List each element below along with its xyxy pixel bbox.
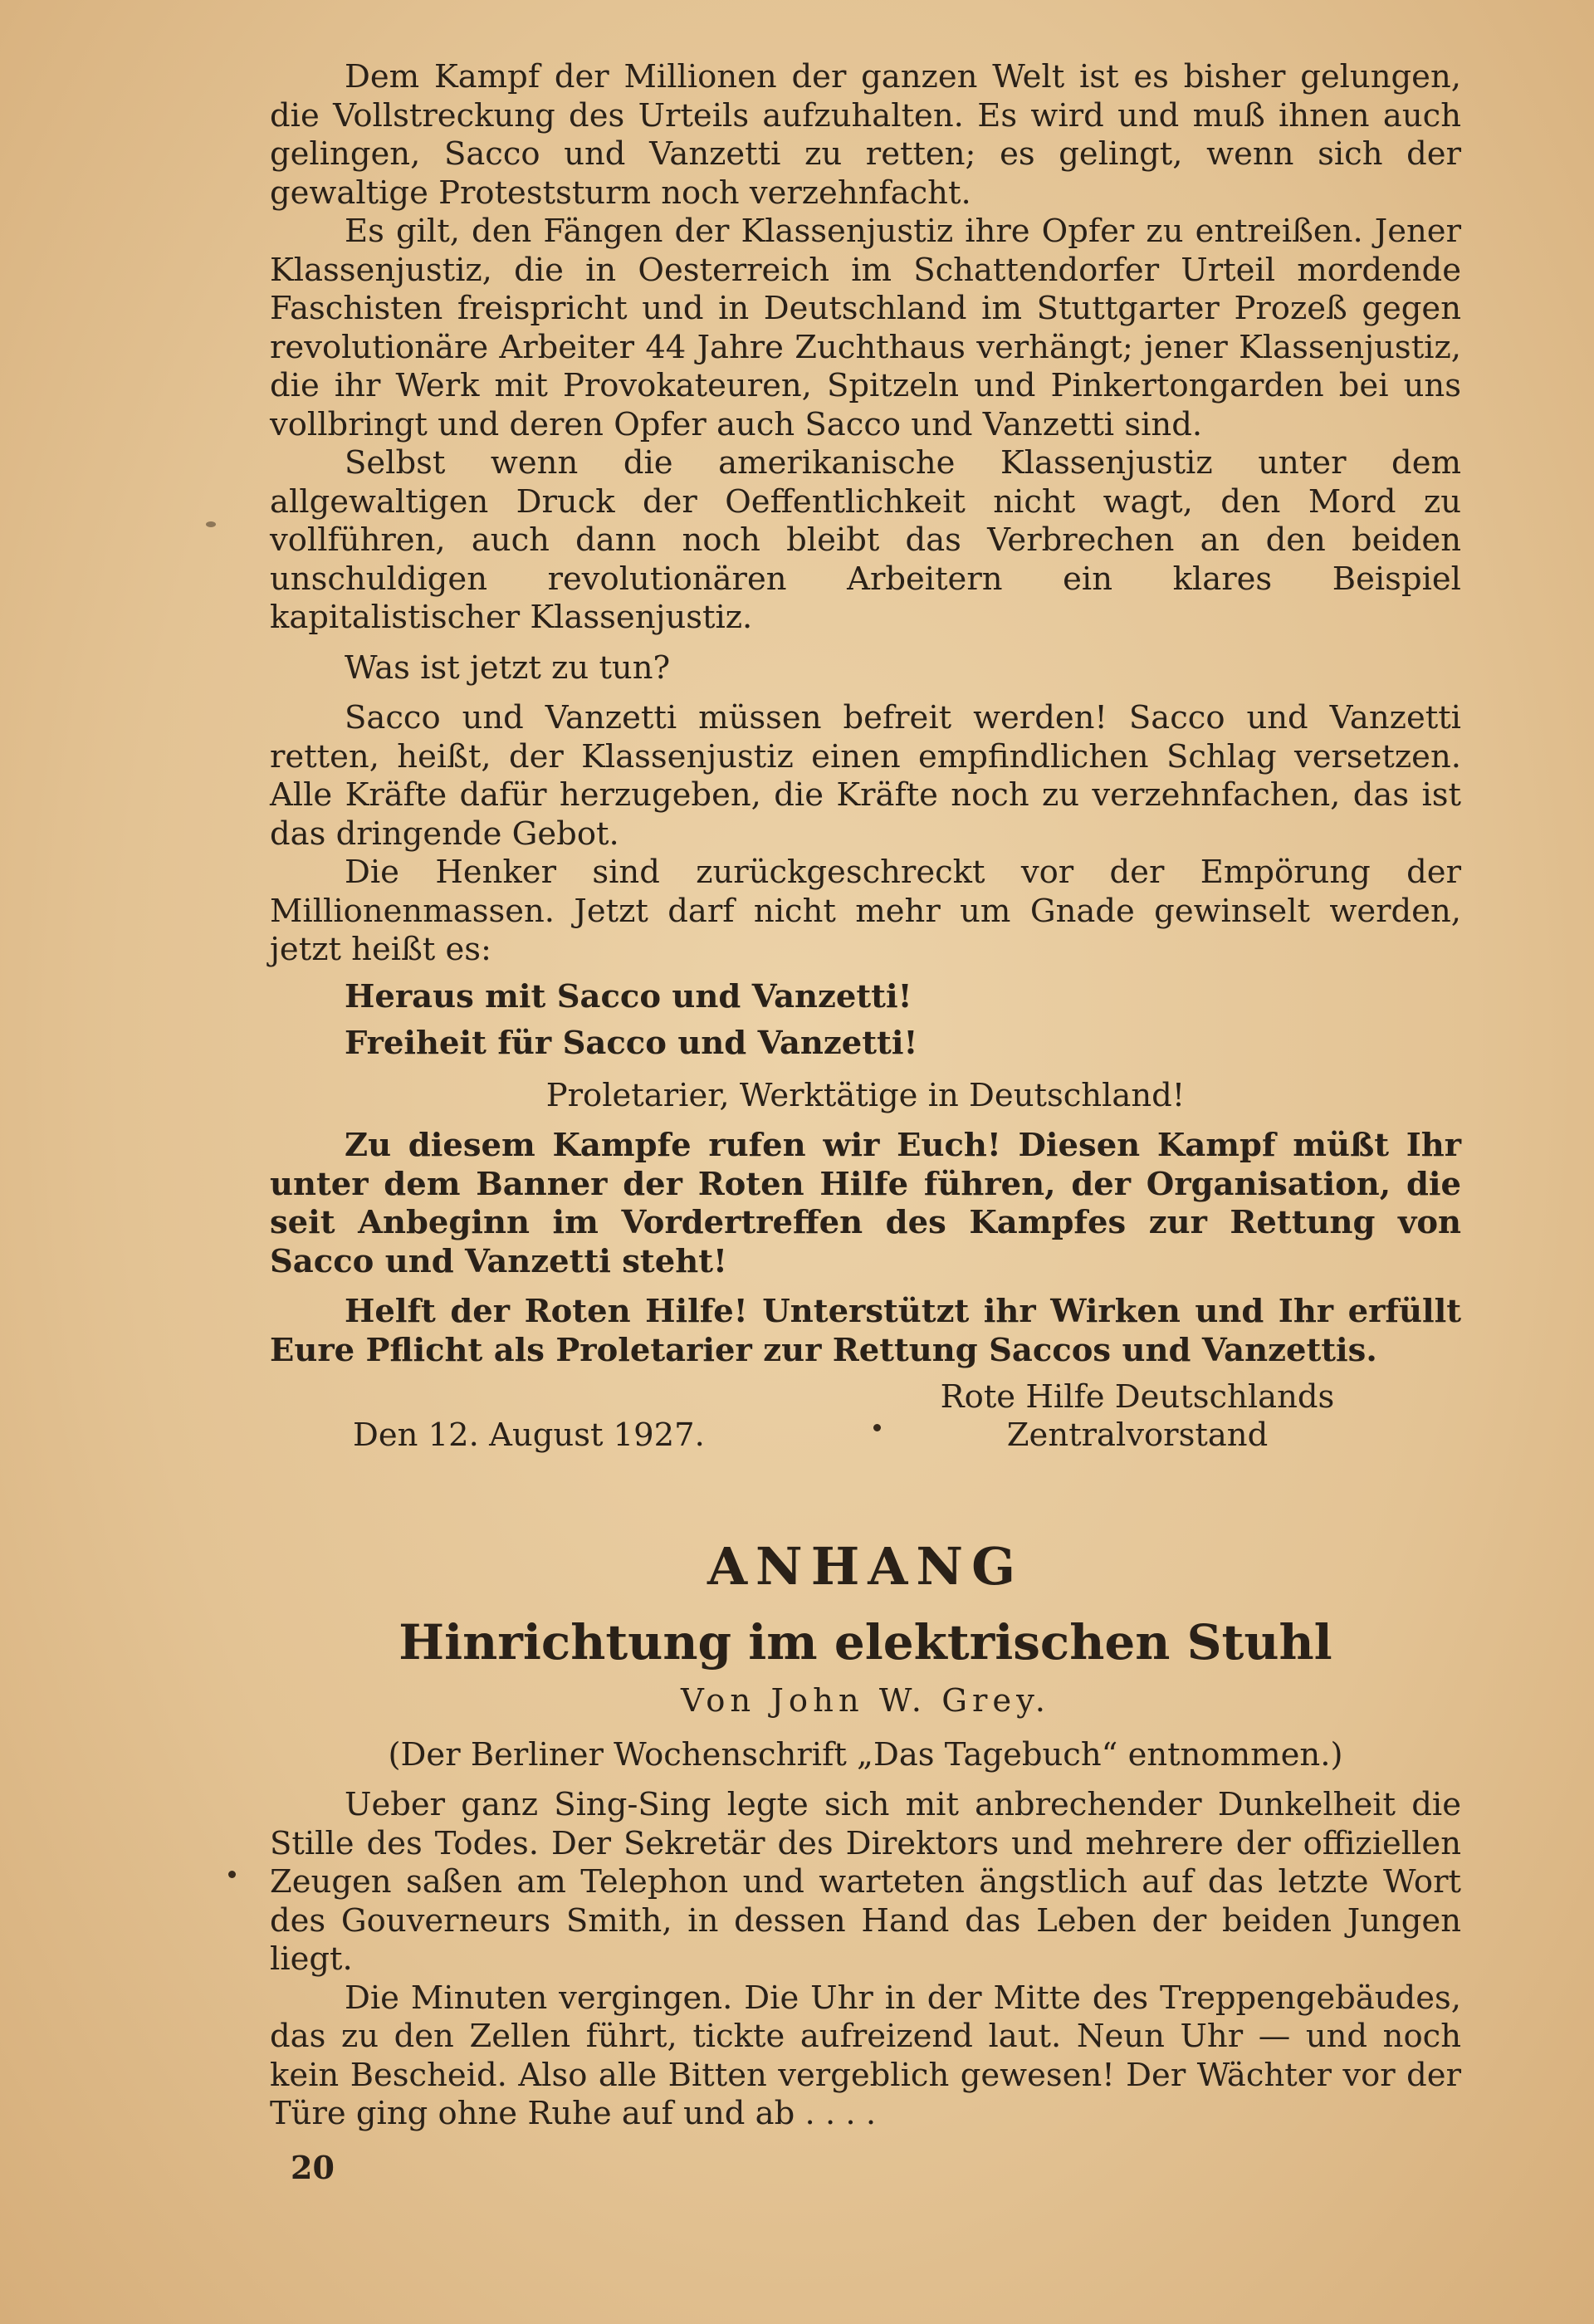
slogan: Heraus mit Sacco und Vanzetti! — [345, 977, 912, 1015]
paragraph: Selbst wenn die amerikanische Klassenjustiz unter dem allgewaltigen Druck der Oeffentlichkeit nicht wagt, den Mord zu vollführen, auch dann noch bleibt das Verbrechen an den beiden unschuldigen revolutionären Arbeitern ein klares Beispiel kapitalistischer Klassenjustiz. — [270, 444, 1461, 636]
appendix-source: (Der Berliner Wochenschrift „Das Tagebuch“ entnommen.) — [388, 1735, 1343, 1774]
paragraph: Die Henker sind zurückgeschreckt vor der Empörung der Millionenmassen. Jetzt darf nicht mehr um Gnade gewinselt werden, jetzt heißt es: — [270, 854, 1461, 968]
call-line: Proletarier, Werktätige in Deutschland! — [545, 1076, 1186, 1114]
paragraph: Es gilt, den Fängen der Klassenjustiz ihre Opfer zu entreißen. Jener Klassenjustiz, die in Oesterreich im Schattendorfer Urteil mordende Faschisten freispricht und in Deutschland im Stuttgarter Prozeß gegen revolutionäre Arbeiter 44 Jahre Zuchthaus verhängt; jener Klassenjustiz, die ihr Werk mit Provokateuren, Spitzeln und Pinkertongarden bei uns vollbringt und deren Opfer auch Sacco und Vanzetti sind. — [270, 213, 1461, 443]
paragraph: Sacco und Vanzetti müssen befreit werden! Sacco und Vanzetti retten, heißt, der Klassenjustiz einen empfindlichen Schlag versetzen. Alle Kräfte dafür herzugeben, die Kräfte noch zu verzehnfachen, das ist das dringende Gebot. — [270, 699, 1461, 853]
appendix-heading: ANHANG — [707, 1536, 1024, 1597]
bold-paragraph: Helft der Roten Hilfe! Unterstützt ihr Wirken und Ihr erfüllt Eure Pflicht als Proletarier zur Rettung Saccos und Vanzettis. — [270, 1293, 1461, 1369]
ink-speck — [873, 1424, 881, 1431]
appendix-paragraph: Ueber ganz Sing-Sing legte sich mit anbrechender Dunkelheit die Stille des Todes. Der Sekretär des Direktors und mehrere der offiziellen Zeugen saßen am Telephon und warteten ängstlich auf das letzte Wort des Gouverneurs Smith, in dessen Hand das Leben der beiden Jungen liegt. — [270, 1786, 1461, 1978]
signature-block — [270, 1378, 1461, 1455]
signature-date: Den 12. August 1927. — [353, 1416, 705, 1454]
appendix-paragraph: Die Minuten vergingen. Die Uhr in der Mitte des Treppengebäudes, das zu den Zellen führt, tickte aufreizend laut. Neun Uhr — und noch kein Bescheid. Also alle Bitten vergeblich gewesen! Der Wächter vor der Türe ging ohne Ruhe auf und ab . . . . — [270, 1979, 1461, 2132]
bold-paragraph: Zu diesem Kampfe rufen wir Euch! Diesen Kampf müßt Ihr unter dem Banner der Roten Hilfe führen, der Organisation, die seit Anbeginn im Vordertreffen des Kampfes zur Rettung von Sacco und Vanzetti steht! — [270, 1127, 1461, 1280]
signature-org-body: Zentralvorstand — [1006, 1416, 1269, 1454]
ink-speck — [206, 521, 216, 527]
paragraph: Dem Kampf der Millionen der ganzen Welt ist es bisher gelungen, die Vollstreckung des Urteils aufzuhalten. Es wird und muß ihnen auch gelingen, Sacco und Vanzetti zu retten; es gelingt, wenn sich der gewaltige Proteststurm noch verzehnfacht. — [270, 58, 1461, 212]
page-number: 20 — [291, 2149, 335, 2186]
appendix-author: Von John W. Grey. — [680, 1682, 1051, 1720]
slogan: Freiheit für Sacco und Vanzetti! — [345, 1025, 918, 1062]
text-column — [270, 58, 1461, 2134]
signature-organization — [905, 1378, 1370, 1455]
ink-speck — [228, 1871, 236, 1878]
signature-org-name: Rote Hilfe Deutschlands — [940, 1378, 1335, 1416]
question-line: Was ist jetzt zu tun? — [345, 648, 671, 687]
appendix-title: Hinrichtung im elektrischen Stuhl — [398, 1614, 1332, 1671]
